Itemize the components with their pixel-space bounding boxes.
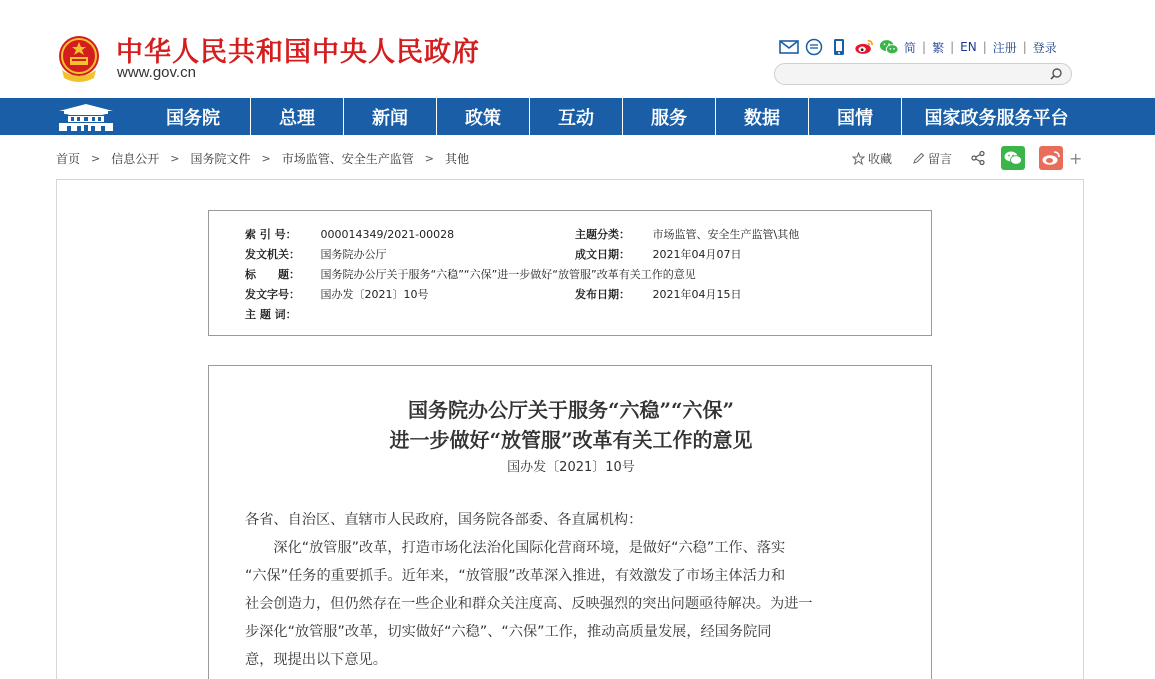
util-separator: |: [922, 40, 927, 54]
wechat-share-icon: [1003, 150, 1023, 166]
comment-label: 留言: [928, 151, 953, 166]
message-icon[interactable]: [804, 38, 824, 56]
meta-title-value: 国务院办公厅关于服务“六稳”“六保”进一步做好“放管服”改革有关工作的意见: [320, 268, 696, 281]
meta-issuer-row: [245, 246, 387, 262]
comment-button[interactable]: [912, 150, 952, 167]
util-separator: |: [950, 40, 955, 54]
nav-item-data[interactable]: 数据: [715, 98, 808, 135]
meta-index-label: 索 引 号：: [245, 228, 297, 241]
meta-written-value: 2021年04月07日: [652, 248, 742, 261]
nav-item-services[interactable]: 服务: [622, 98, 715, 135]
document-title-line-1: 国务院办公厅关于服务“六稳”“六保”: [407, 398, 734, 422]
meta-published-row: [575, 286, 742, 302]
register-link[interactable]: 注册: [992, 40, 1017, 55]
favorite-button[interactable]: [852, 150, 892, 167]
breadcrumb-separator: >: [424, 151, 434, 165]
share-icon: [970, 150, 986, 166]
pencil-icon: [912, 152, 925, 165]
nav-item-service-platform[interactable]: 国家政务服务平台: [901, 98, 1091, 135]
document-body-line: “六保”任务的重要抓手。近年来，“放管服”改革深入推进，有效激发了市场主体活力和: [245, 568, 786, 584]
search-box: [774, 63, 1072, 85]
util-separator: |: [1022, 40, 1027, 54]
breadcrumb-other[interactable]: 其他: [444, 151, 469, 166]
meta-keywords-row: [245, 306, 321, 322]
meta-written-label: 成文日期：: [575, 248, 630, 261]
favorite-label: 收藏: [868, 151, 893, 166]
mobile-icon[interactable]: [829, 38, 849, 56]
meta-docno-value: 国办发〔2021〕10号: [320, 288, 429, 301]
nav-items: [136, 98, 1091, 135]
breadcrumb: [56, 149, 469, 167]
meta-written-row: [575, 246, 742, 262]
meta-title-label: 标 题：: [245, 268, 300, 281]
meta-docno-label: 发文字号：: [245, 288, 300, 301]
document-body-line: 社会创造力，但仍然存在一些企业和群众关注度高、反映强烈的突出问题亟待解决。为进一: [245, 596, 813, 612]
breadcrumb-separator: >: [261, 151, 271, 165]
search-icon[interactable]: [1049, 67, 1063, 81]
weibo-share-icon: [1041, 150, 1061, 166]
tiananmen-icon[interactable]: [55, 101, 117, 133]
meta-title-row: [245, 266, 696, 282]
meta-index-row: [245, 226, 454, 242]
breadcrumb-state-council-docs[interactable]: 国务院文件: [190, 151, 251, 166]
breadcrumb-separator: >: [170, 151, 180, 165]
english-link[interactable]: EN: [960, 40, 977, 54]
document-salutation: 各省、自治区、直辖市人民政府，国务院各部委、各直属机构：: [245, 512, 643, 528]
national-emblem-icon[interactable]: [56, 34, 102, 84]
more-share-button[interactable]: +: [1069, 148, 1083, 168]
wechat-icon[interactable]: [879, 38, 899, 56]
nav-item-premier[interactable]: 总理: [250, 98, 343, 135]
meta-issuer-label: 发文机关：: [245, 248, 300, 261]
nav-item-interaction[interactable]: 互动: [529, 98, 622, 135]
meta-category-label: 主题分类：: [575, 228, 630, 241]
breadcrumb-market-supervision[interactable]: 市场监管、安全生产监管: [281, 151, 414, 166]
meta-published-label: 发布日期：: [575, 288, 630, 301]
page-tools: [852, 146, 1082, 170]
site-url[interactable]: www.gov.cn: [117, 64, 196, 81]
meta-keywords-label: 主 题 词：: [245, 308, 297, 321]
main-nav: [0, 98, 1155, 135]
share-button[interactable]: [970, 150, 989, 166]
utility-bar: [779, 37, 1057, 57]
meta-issuer-value: 国务院办公厅: [320, 248, 387, 261]
weibo-icon[interactable]: [854, 38, 874, 56]
nav-item-policy[interactable]: 政策: [436, 98, 529, 135]
meta-category-value: 市场监管、安全生产监管\其他: [652, 228, 800, 241]
star-icon: [852, 152, 865, 165]
document-title-line-2: 进一步做好“放管服”改革有关工作的意见: [389, 428, 753, 452]
meta-index-value: 000014349/2021-00028: [320, 228, 455, 241]
breadcrumb-info-disclosure[interactable]: 信息公开: [111, 151, 160, 166]
document-body-line: 意，现提出以下意见。: [245, 652, 387, 668]
document-body-line: 深化“放管服”改革，打造市场化法治化国际化营商环境，是做好“六稳”工作、落实: [245, 540, 786, 556]
meta-published-value: 2021年04月15日: [652, 288, 742, 301]
breadcrumb-separator: >: [91, 151, 101, 165]
weibo-share-button[interactable]: [1039, 146, 1063, 170]
nav-item-state-council[interactable]: 国务院: [166, 107, 220, 129]
search-input[interactable]: [785, 66, 1045, 82]
util-separator: |: [982, 40, 987, 54]
site-header: [0, 0, 1155, 98]
nav-item-national-info[interactable]: 国情: [808, 98, 901, 135]
metadata-box: [208, 210, 932, 336]
simplified-chinese-link[interactable]: 简: [904, 40, 917, 55]
traditional-chinese-link[interactable]: 繁: [932, 40, 945, 55]
meta-category-row: [575, 226, 799, 242]
nav-item-news[interactable]: 新闻: [343, 98, 436, 135]
document-body-line: 步深化“放管服”改革，切实做好“六稳”、“六保”工作，推动高质量发展，经国务院同: [245, 624, 772, 640]
login-link[interactable]: 登录: [1032, 40, 1057, 55]
meta-docno-row: [245, 286, 429, 302]
document-number: 国办发〔2021〕10号: [507, 460, 635, 475]
mail-icon[interactable]: [779, 38, 799, 56]
wechat-share-button[interactable]: [1001, 146, 1025, 170]
document-body: [208, 365, 932, 679]
site-title[interactable]: 中华人民共和国中央人民政府: [116, 37, 480, 68]
breadcrumb-home[interactable]: 首页: [56, 151, 81, 166]
